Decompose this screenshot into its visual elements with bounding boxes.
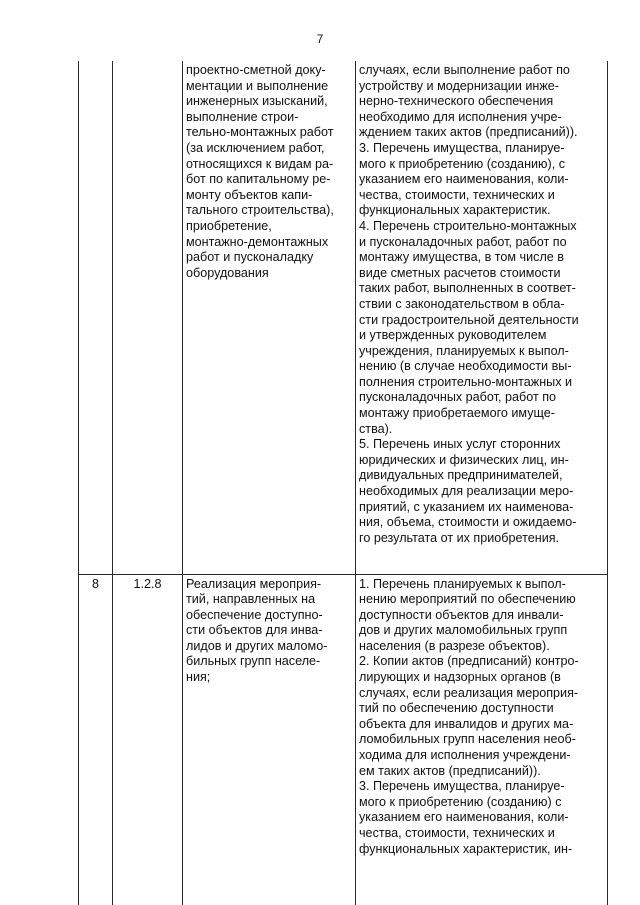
text-line: случаях, если выполнение работ по: [359, 63, 570, 77]
text-line: случаях, если реализация мероприя-: [359, 685, 579, 700]
text-line: тий, направленных на: [186, 592, 316, 607]
activity-cell: [183, 574, 356, 905]
documents-cell: [356, 574, 608, 905]
text-line: 1. Перечень планируемых к выпол-: [359, 576, 566, 591]
text-line: 3. Перечень имущества, планируе-: [359, 140, 565, 155]
text-line: ментации и выполнение: [186, 78, 329, 93]
text-line: ства).: [359, 421, 393, 436]
text-line: дов и других маломобильных групп: [359, 623, 568, 638]
text-line: указанием его наименования, коли-: [359, 172, 569, 187]
text-line: чества, стоимости, технических и: [359, 826, 555, 840]
text-line: проектно-сметной доку-: [186, 63, 326, 77]
text-line: ходима для исполнения учреждени-: [359, 748, 571, 763]
text-line: устройству и модернизации инже-: [359, 78, 559, 93]
text-line: ем таких актов (предписаний)).: [359, 763, 541, 778]
row-code-cell: 1.2.8: [113, 574, 183, 905]
text-line: дивидуальных предпринимателей,: [359, 468, 563, 483]
text-line: полнения строительно-монтажных и: [359, 374, 573, 389]
text-line: объекта для инвалидов и других ма-: [359, 716, 574, 731]
text-line: и пусконаладочных работ, работ по: [359, 234, 567, 249]
text-line: мого к приобретению (созданию) с: [359, 794, 562, 809]
documents-cell: [356, 61, 608, 574]
text-line: ствии с законодательством в обла-: [359, 296, 565, 311]
text-line: ждением таких актов (предписаний)).: [359, 125, 578, 140]
text-line: необходимо для исполнения учре-: [359, 109, 562, 124]
text-line: сти объектов для инва-: [186, 623, 323, 638]
text-line: выполнение строи-: [186, 109, 299, 124]
text-line: приобретение,: [186, 218, 272, 233]
text-line: нению (в случае необходимости вы-: [359, 359, 572, 374]
text-line: Реализация мероприя-: [186, 576, 322, 591]
row-number-cell: 8: [79, 574, 113, 905]
text-line: сти градостроительной деятельности: [359, 312, 579, 327]
row-code-cell: [113, 61, 183, 574]
text-line: 2. Копии актов (предписаний) контро-: [359, 654, 579, 669]
text-line: нерно-технического обеспечения: [359, 94, 554, 109]
text-line: и утвержденных руководителем: [359, 328, 547, 343]
table-row-8: [79, 574, 608, 905]
text-line: приятий, с указанием их наименова-: [359, 499, 574, 514]
text-line: оборудования: [186, 265, 269, 280]
text-line: населения (в разрезе объектов).: [359, 638, 550, 653]
text-line: монтажно-демонтажных: [186, 234, 329, 249]
row-number-cell: [79, 61, 113, 574]
text-line: учреждения, планируемых к выпол-: [359, 343, 569, 358]
text-line: функциональных характеристик.: [359, 203, 551, 218]
text-line: относящихся к видам ра-: [186, 156, 334, 171]
text-line: таких работ, выполненных в соответ-: [359, 281, 576, 296]
text-line: доступности объектов для инвали-: [359, 607, 564, 622]
activity-cell: [183, 61, 356, 574]
text-line: (за исключением работ,: [186, 140, 325, 155]
text-line: нению мероприятий по обеспечению: [359, 592, 576, 607]
text-line: инженерных изысканий,: [186, 94, 328, 109]
text-line: монтажу приобретаемого имуще-: [359, 406, 555, 421]
text-line: ния, объема, стоимости и ожидаемо-: [359, 515, 577, 530]
text-line: лидов и других маломо-: [186, 638, 328, 653]
text-line: работ и пусконаладку: [186, 250, 314, 265]
text-line: монту объектов капи-: [186, 187, 313, 202]
text-line: функциональных характеристик, ин-: [359, 841, 573, 856]
text-line: лирующих и надзорных органов (в: [359, 670, 561, 685]
text-line: ломобильных групп населения необ-: [359, 732, 576, 747]
text-line: необходимых для реализации меро-: [359, 484, 574, 499]
text-line: мого к приобретению (созданию), с: [359, 156, 565, 171]
text-line: бильных групп населе-: [186, 654, 321, 669]
text-line: 5. Перечень иных услуг сторонних: [359, 437, 561, 452]
text-line: бот по капитальному ре-: [186, 172, 331, 187]
text-line: пусконаладочных работ, работ по: [359, 390, 557, 405]
text-line: чества, стоимости, технических и: [359, 187, 555, 202]
text-line: го результата от их приобретения.: [359, 530, 560, 545]
requirements-table: [78, 61, 608, 905]
text-line: 3. Перечень имущества, планируе-: [359, 779, 565, 794]
text-line: виде сметных расчетов стоимости: [359, 265, 561, 280]
text-line: монтажу имущества, в том числе в: [359, 250, 564, 265]
text-line: тального строительства),: [186, 203, 334, 218]
table-row-continuation: [79, 61, 608, 574]
text-line: ния;: [186, 670, 211, 685]
text-line: 4. Перечень строительно-монтажных: [359, 218, 577, 233]
text-line: тельно-монтажных работ: [186, 125, 334, 140]
text-line: юридических и физических лиц, ин-: [359, 452, 569, 467]
text-line: указанием его наименования, коли-: [359, 810, 569, 825]
text-line: обеспечение доступно-: [186, 607, 323, 622]
page-number: 7: [316, 32, 324, 46]
text-line: тий по обеспечению доступности: [359, 701, 554, 716]
